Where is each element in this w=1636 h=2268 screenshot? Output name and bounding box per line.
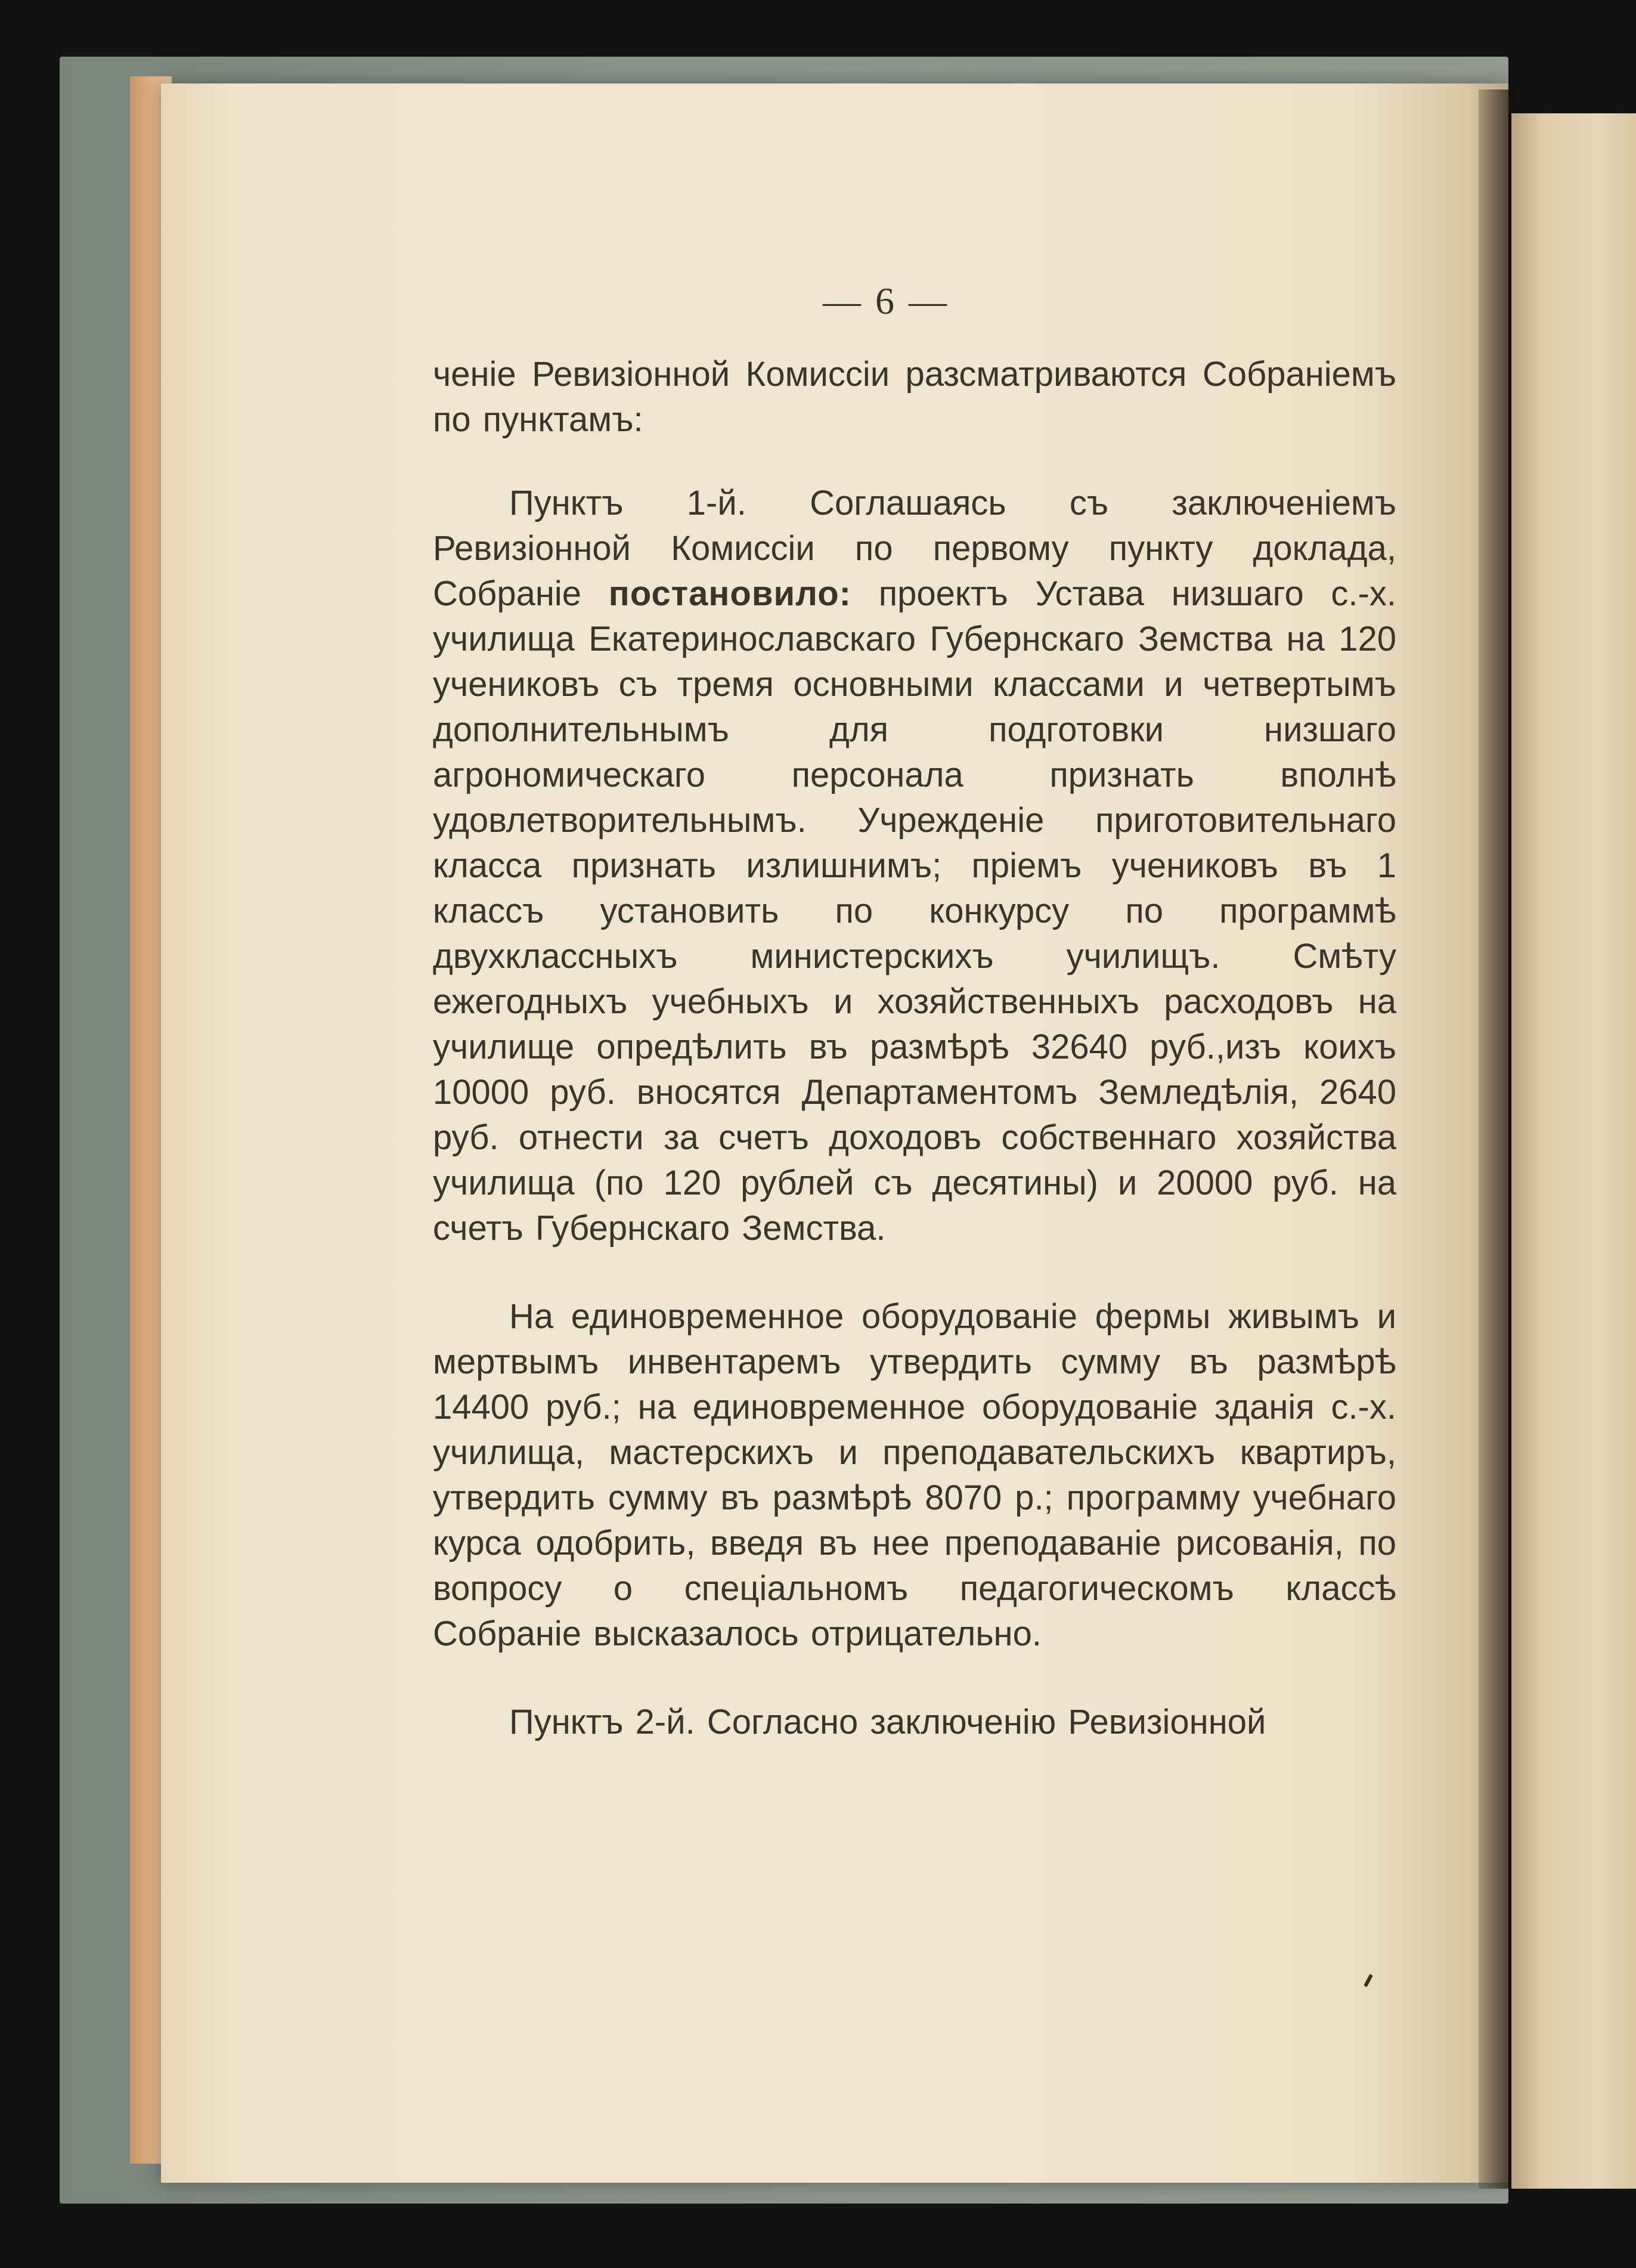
paragraph-point-1-body: проектъ Устава низшаго с.-х. училища Екатеринославскаго Губернскаго Земства на 120 учениковъ съ тремя основными классами и четвертымъ дополнительнымъ для подготовки низшаго агрономическаго персонала признать вполнѣ удовлетворительнымъ. Учрежденіе приготовительнаго класса признать излишнимъ; пріемъ учениковъ въ 1 классъ установить по конкурсу по программѣ двухклассныхъ министерскихъ училищъ. Смѣту ежегодныхъ учебныхъ и хозяйственныхъ расходовъ на училище опредѣлить въ размѣрѣ 32640 руб.,изъ коихъ 10000 руб. вносятся Департаментомъ Земледѣлія, 2640 руб. отнести за счетъ доходовъ собственнаго хозяйства училища (по 120 рублей съ десятины) и 20000 руб. на счетъ Губернскаго Земства. xyxy=(433,574,1396,1248)
page-number: — 6 — xyxy=(823,280,949,322)
paragraph-continuation: ченіе Ревизіонной Комиссіи разсматриваются Собраніемъ по пунктамъ: xyxy=(433,355,1396,439)
adjacent-page xyxy=(1511,113,1636,2189)
paragraph-point-2: Пунктъ 2-й. Согласно заключенію Ревизіонной xyxy=(509,1703,1266,1741)
paragraph-point-1 xyxy=(433,481,1396,1251)
paragraph-equipment: На единовременное оборудованіе фермы живымъ и мертвымъ инвентаремъ утвердить сумму въ размѣрѣ 14400 руб.; на единовременное оборудованіе зданія с.-х. училища, мастерскихъ и преподавательскихъ квартиръ, утвердить сумму въ размѣрѣ 8070 р.; программу учебнаго курса одобрить, введя въ нее преподаваніе рисованія, по вопросу о спеціальномъ педагогическомъ классѣ Собраніе высказалось отрицательно. xyxy=(433,1297,1396,1653)
resolution-keyword: постановило: xyxy=(608,574,851,613)
page-text xyxy=(433,352,1396,1745)
book-gutter-shadow xyxy=(1479,89,1514,2189)
paragraph-point-1-lead: Пунктъ 1-й. Соглашаясь съ заключеніемъ Ревизіонной Комиссіи по первому пункту доклада, Собраніе xyxy=(433,484,1396,613)
